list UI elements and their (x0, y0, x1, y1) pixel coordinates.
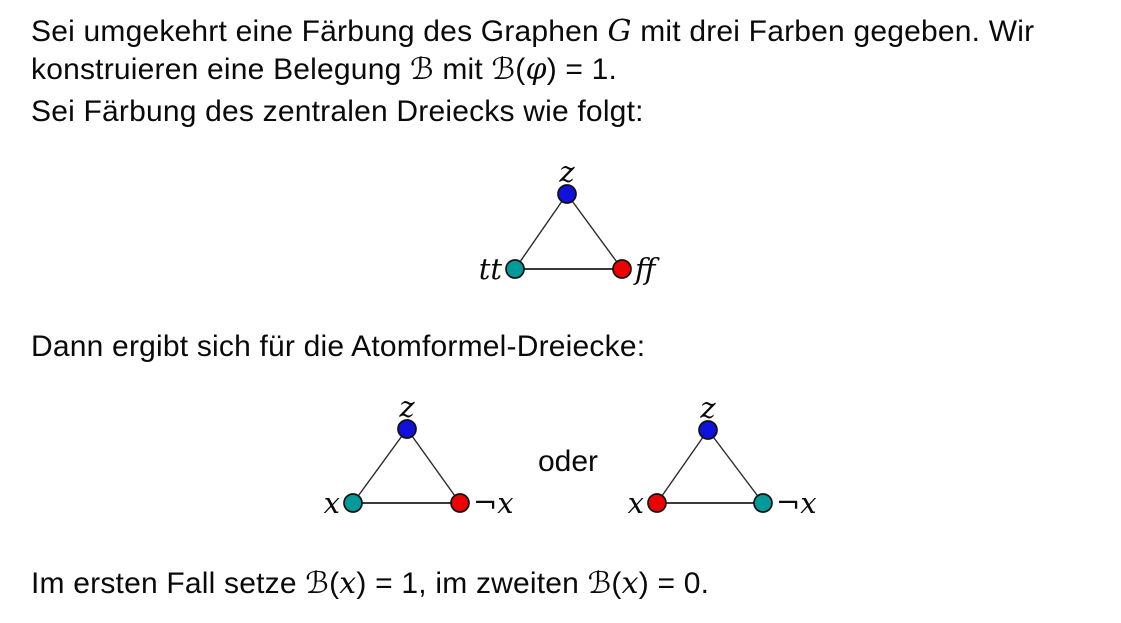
intro-line-2 (31, 50, 617, 90)
atom-triangle-left-diagram (300, 390, 520, 533)
atom-triangle-right-diagram (601, 391, 831, 534)
text-segment: ℬ (587, 566, 612, 601)
vertex-notx-node (754, 494, 772, 512)
vertex-notx-label: ¬x (776, 486, 817, 520)
vertex-x-label: x (627, 486, 644, 520)
text-segment: Dann ergibt sich für die Atomformel-Dreiecke: (31, 330, 646, 363)
atom-triangles-caption (31, 327, 645, 367)
vertex-notx-node (451, 494, 469, 512)
vertex-x-node (648, 494, 666, 512)
text-segment: φ (525, 52, 547, 87)
text-segment: Sei umgekehrt eine Färbung des Graphen (31, 15, 608, 48)
text-segment: ) = 0. (638, 567, 710, 600)
text-segment: x (339, 566, 357, 601)
text-segment: G (607, 14, 632, 49)
text-segment: ( (515, 53, 526, 86)
text-segment: mit (433, 53, 492, 86)
text-segment: ) = 1, im zweiten (356, 567, 588, 600)
text-segment: ℬ (491, 52, 516, 87)
edge-z-ff (567, 194, 622, 269)
vertex-ff-label: ff (635, 252, 656, 286)
edge-z-x (353, 429, 407, 503)
edge-z-notx (407, 429, 460, 503)
vertex-x-label: x (323, 486, 340, 520)
text-segment: x (621, 566, 639, 601)
text-segment: ℬ (305, 566, 330, 601)
text-segment: Im ersten Fall setze (31, 567, 306, 600)
vertex-z-label: z (700, 391, 716, 425)
vertex-tt-label: tt (478, 252, 502, 286)
conclusion-line (31, 564, 709, 604)
central-triangle-diagram (468, 155, 678, 288)
intro-line-1 (31, 12, 1034, 52)
text-segment: ( (611, 567, 622, 600)
vertex-x-node (344, 494, 362, 512)
text-segment: mit drei Farben gegeben. Wir (631, 15, 1035, 48)
edge-z-x (657, 430, 708, 503)
vertex-z-label: z (399, 390, 415, 424)
connector-oder: oder (538, 445, 599, 478)
vertex-ff-node (613, 260, 631, 278)
vertex-z-label: z (559, 155, 575, 189)
vertex-tt-node (506, 260, 524, 278)
text-segment: ( (329, 567, 340, 600)
text-segment: ) = 1. (546, 53, 618, 86)
central-triangle-caption (31, 92, 644, 132)
vertex-notx-label: ¬x (473, 486, 514, 520)
edge-z-tt (515, 194, 567, 269)
text-segment: konstruieren eine Belegung (31, 53, 410, 86)
edge-z-notx (708, 430, 763, 503)
text-segment: ℬ (410, 52, 434, 87)
text-segment: Sei Färbung des zentralen Dreiecks wie folgt: (31, 95, 644, 128)
